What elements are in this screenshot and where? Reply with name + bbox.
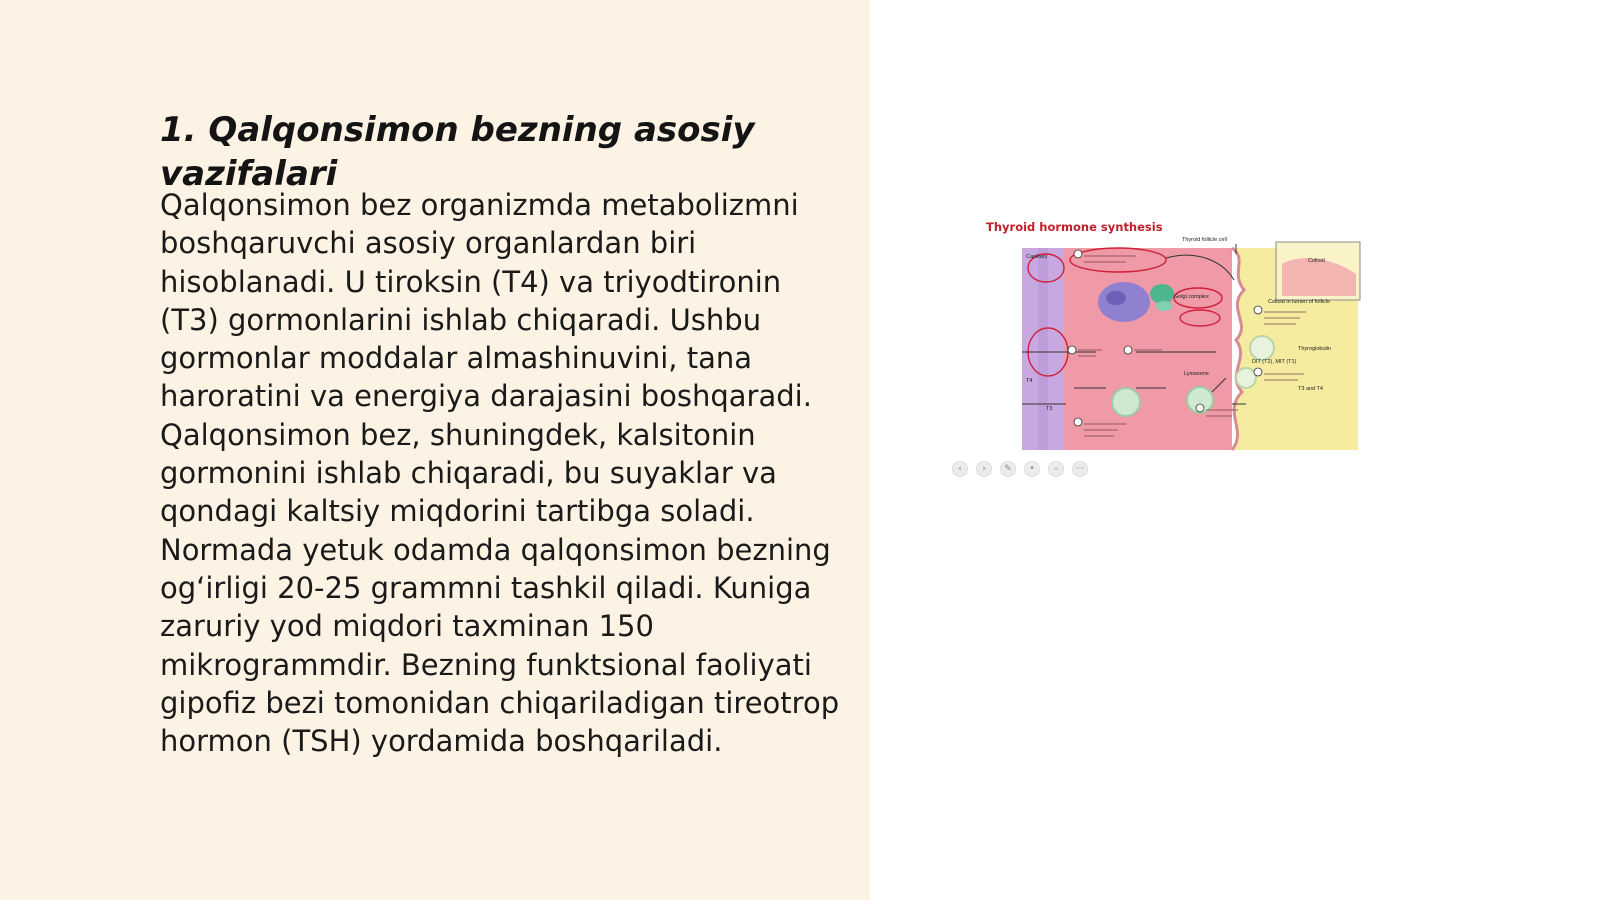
menu-icon[interactable]: ⋯ <box>1072 461 1088 477</box>
prev-icon[interactable]: ‹ <box>952 461 968 477</box>
lysosome-shape-1 <box>1112 388 1140 416</box>
diagram-image <box>986 220 1362 454</box>
label-thyroglobulin: Thyroglobulin <box>1298 346 1332 352</box>
label-t3-t4: T3 and T4 <box>1298 386 1323 392</box>
label-capillary: Capillary <box>1026 254 1048 260</box>
next-icon[interactable]: › <box>976 461 992 477</box>
pointer-icon[interactable]: • <box>1024 461 1040 477</box>
slide-title: 1. Qalqonsimon bezning asosiy vazifalari <box>160 110 755 194</box>
figure-title: Thyroid hormone synthesis <box>986 220 1163 234</box>
cytoplasm-region <box>1064 248 1232 450</box>
pen-icon[interactable]: ✎ <box>1000 461 1016 477</box>
label-t3: T3 <box>1046 406 1053 412</box>
label-mit-dit: DIT (T2), MIT (T1) <box>1252 359 1297 365</box>
minimize-icon[interactable]: – <box>1048 461 1064 477</box>
thyroid-synthesis-diagram <box>986 220 1362 454</box>
slide-body-text: Qalqonsimon bez organizmda metabolizmni boshqaruvchi asosiy organlardan biri hisoblanadi. U tiroksin (T4) va triyodtironin (T3) gormonlarini ishlab chiqaradi. Ushbu gormonlar moddalar almashinuvini, tana haroratini va energiya darajasini boshqaradi. Qalqonsimon bez, shuningdek, kalsitonin gormonini ishlab chiqaradi, bu suyaklar va qondagi kaltsiy miqdorini tartibga soladi. Normada yetuk odamda qalqonsimon bezning og‘irligi 20-25 grammni tashkil qiladi. Kuniga zaruriy yod miqdori taxminan 150 mikrogrammdir. Bezning funktsional faoliyati gipofiz bezi tomonidan chiqariladigan tireotrop hormon (TSH) yordamida boshqariladi. <box>160 188 840 759</box>
label-follicle-cell: Thyroid follicle cell <box>1182 237 1227 243</box>
label-lysosome: Lysosome <box>1184 371 1209 377</box>
label-t4: T4 <box>1026 378 1033 384</box>
golgi-shape <box>1150 284 1174 304</box>
presentation-toolbar <box>952 461 1088 477</box>
label-golgi: Golgi complex <box>1174 294 1209 300</box>
label-colloid: Colloid <box>1308 258 1325 264</box>
label-colloid-lumen: Colloid in lumen of follicle <box>1268 299 1331 305</box>
